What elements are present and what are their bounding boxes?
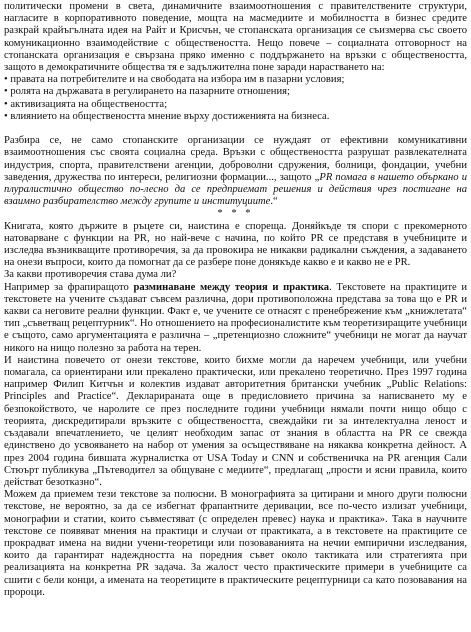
paragraph-organizations	[4, 135, 467, 208]
paragraph-organizations-text: Разбира се, не само стопанските организации се нуждаят от ефективни комуникативни взаимоотношения със своята социална среда. Връзки с обществеността разрушат развлекателната индустрия, спорта, правителствени агенции, доброволни сдружения, болници, фондации, учебни заведения, дружества по интереси, религиозни формации..., защото „	[4, 135, 467, 183]
bold-phrase: разминаване между теория и практика	[133, 281, 330, 293]
paragraph-book: Книгата, която държите в ръцете си, наистина е спореща. Доняйкъде тя спори с прекомерното натоварване с функции на PR, но най-вече с начина, по който PR се представя в учебниците и изследва възникващите противоречия, за да провокира не никакви радикални съждения, а задаването на онези въпроси, които да помогнат да се разбере поне донякъде какво е и какво не е PR.	[4, 220, 467, 269]
section-divider-stars: * * *	[217, 208, 254, 220]
quote-italic: PR помага в нашето объркано и плуралистично общество по-лесно да се предприемат решения и действия чрез постигане на взаимно разбирателство между групите и институциите	[4, 171, 467, 208]
bullet-item-state-role: • ролята на държавата в регулирането на пазарните отношения;	[4, 86, 290, 98]
bullet-list	[4, 74, 467, 123]
paragraph-question: За какви противоречия става дума ли?	[4, 269, 177, 281]
document-page	[4, 1, 467, 599]
paragraph-theory-practice-start: Например за фрапиращото	[4, 281, 134, 293]
paragraph-theory-practice-rest: . Текстовете на практиците и текстовете на учените създават съвсем различна, дори противоположна представа за това що е PR и какви са неговите реални функции. Факт е, че учените се отнасят с пренебрежение към „книжлетата“ тип „съветващ рецептурник“. Но отношението на професионалистите към теоретизиращите учебници е същото, само аргументацията е различна – „претенциозно сложните“ учебници не могат да научат никого на нищо полезно за работа на терен.	[4, 281, 468, 354]
quote-end: .“	[270, 196, 278, 208]
bullet-item-public-opinion: • влиянието на обществеността мнение върху достиженията на бизнеса.	[4, 110, 330, 122]
paragraph-intro: политически промени в света, динамичните взаимоотношения с правителствените структури, нагласите в корпоративното поведение, мощта на масмедиите и мобилността в бизнес средите разкрай крайъгълната идея на Райт и Крисчън, че стопанската организация се съизмерва със своето комуникационно взаимодействие с обществеността. Нещо повече – социалната отговорност на стопанската организация е свързана пряко именно с поддържането на връзки с обществеността, защото в демократичните общества тя е задължителна поне заради нарастването на:	[4, 1, 467, 74]
paragraph-polar-texts: Можем да приемем тези текстове за полюсни. В монографията за цитирани и много други полюсни текстове, не вероятно, за да се избегнат фрапантните деривации, все по-често излизат учебници, монографии и статии, които съвместяват (с определен превес) наука и практика». Така в научните текстове се появяват мнения на практици и случаи от практиката, а в текстовете на практиците се прокрадват имена на видни учени-теоретици или позоваванията на нечии емпирични изследвания, които да гарантират надеждността на поредния съвет около тактиката или стратегията при реализацията на конкретна PR задача. За жалост често практическите примери в учебниците са сшити с бели конци, а имената на теоретиците в практическите рецептурници са като позовавания на пророци.	[4, 489, 467, 598]
bullet-item-consumer-rights: • правата на потребителите и на свободата на избора им в пазарни условия;	[4, 74, 345, 86]
paragraph-theory-practice	[4, 282, 467, 355]
bullet-item-public-activation: • активизацията на обществеността;	[4, 98, 168, 110]
paragraph-spacer	[4, 123, 467, 135]
paragraph-textbooks: И наистина повечето от онези текстове, които бихме могли да наречем учебници, или учебни помагала, са ориентирани или прекалено практически, или прекалено теоретично. През 1997 година например Филип Китчън и колектив издават авторитетния британски учебник „Public Relations: Principles and Practice“. Декларираната още в предисловието причина за написването му е безпокойството, че наролите се през последните години учебници нямали почти нищо общо с теорията, дискредитирали връзките с обществеността, свеждайки ги за интелектуална леност и създавали впечатлението, че целият необходим запас от знания в областта на PR се свежда единствено до усвояването на набор от умения за осъществяване на някаква конкретна дейност. А през 2004 година бившата журналистка от USA Today и CNN и собственичка на PR агенция Сали Стюърт публикува „Пътеводител за общуване с медиите“, предлагащ „прости и ясни правила, които действат безотказно“.	[4, 354, 467, 488]
